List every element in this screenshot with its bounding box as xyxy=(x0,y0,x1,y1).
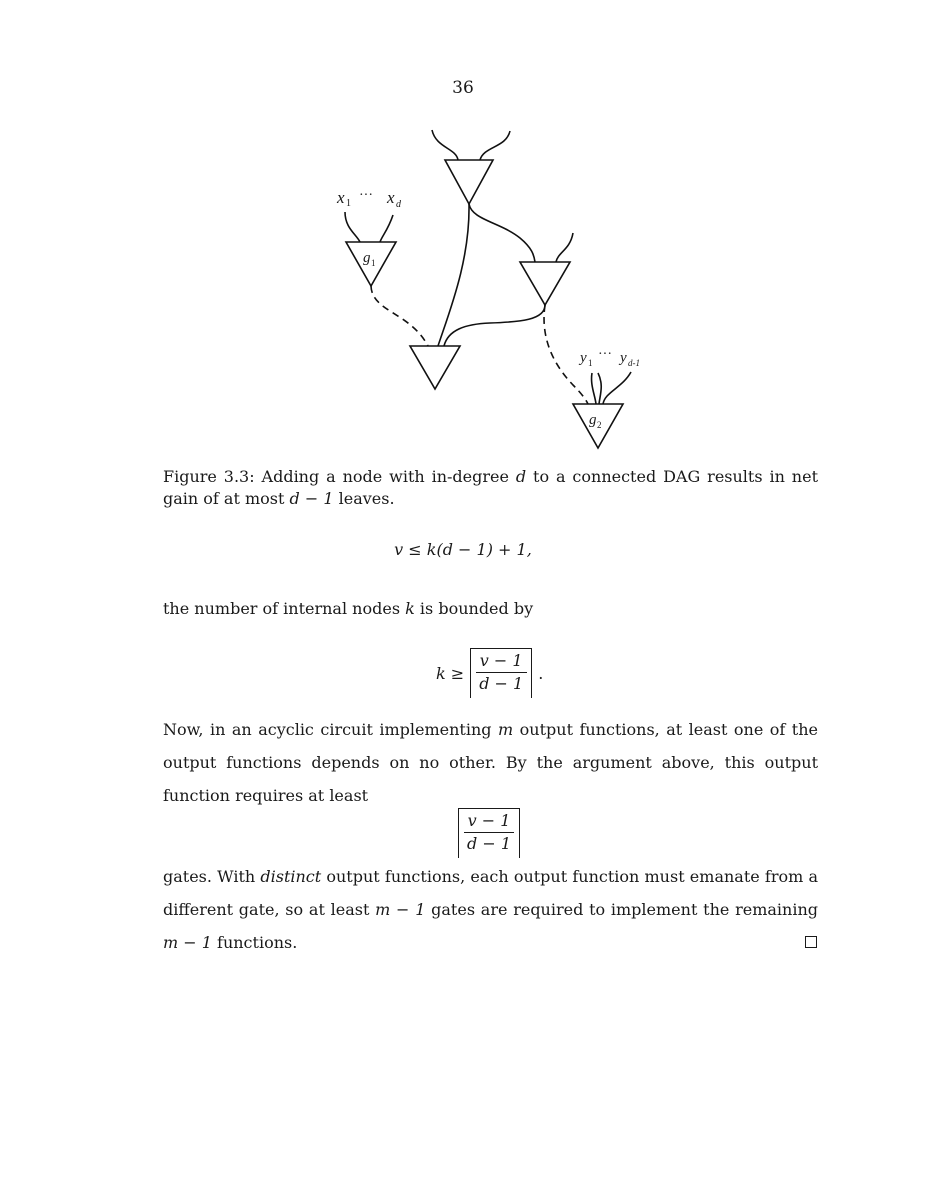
paragraph-2-suffix: output functions, at least one of the output functions depends on no other. By the argument above, this output function requires at least xyxy=(163,720,819,805)
paragraph-3-middle-2: gates are required to implement the remaining xyxy=(425,900,819,919)
mid-gate-input xyxy=(556,233,573,262)
equation-3-denominator: d − 1 xyxy=(467,834,511,853)
x-last-subscript: d xyxy=(396,199,401,210)
equation-2 xyxy=(436,648,543,698)
top-gate-input-right xyxy=(480,131,510,160)
g2-input-2 xyxy=(603,372,631,404)
x-last-label: x xyxy=(387,188,395,207)
paragraph-2-var-m: m xyxy=(498,720,514,739)
edge-top-to-bottom xyxy=(438,204,469,346)
equation-2-lhs: k ≥ xyxy=(436,663,465,683)
paragraph-3-emphasis: distinct xyxy=(260,867,322,886)
paragraph-3-expr-2: m − 1 xyxy=(163,933,212,952)
equation-3-fraction xyxy=(463,811,515,854)
equation-2-numerator: v − 1 xyxy=(476,651,527,673)
caption-expr: d − 1 xyxy=(289,489,334,508)
x-dots: ··· xyxy=(359,188,373,203)
edge-top-to-mid xyxy=(469,204,535,262)
g2-input-3 xyxy=(598,373,601,404)
equation-2-ceiling xyxy=(470,648,532,698)
paragraph-2-prefix: Now, in an acyclic circuit implementing xyxy=(163,720,499,739)
caption-var-d: d xyxy=(515,467,527,486)
equation-3 xyxy=(458,808,520,858)
paragraph-2 xyxy=(163,713,818,812)
paragraph-3 xyxy=(163,860,818,959)
equation-2-period: . xyxy=(538,663,544,683)
dag-figure xyxy=(0,0,926,460)
paragraph-1-suffix: is bounded by xyxy=(414,599,534,618)
caption-middle: to a connected DAG results in net gain of at most xyxy=(163,467,819,508)
bottom-gate-triangle xyxy=(410,346,460,389)
equation-2-fraction xyxy=(475,651,527,694)
qed-square-icon xyxy=(805,936,817,948)
paragraph-1 xyxy=(163,592,818,625)
x-first-subscript: 1 xyxy=(346,198,351,209)
paragraph-3-prefix: gates. With xyxy=(163,867,261,886)
figure-caption xyxy=(163,466,818,510)
g1-input-right xyxy=(380,215,393,242)
top-gate-input-left xyxy=(432,130,458,160)
paragraph-1-var-k: k xyxy=(405,599,415,618)
g1-input-left xyxy=(345,212,360,242)
y-last-label: y xyxy=(620,350,627,366)
equation-1: v ≤ k(d − 1) + 1, xyxy=(394,540,532,559)
edge-g1-to-bottom xyxy=(371,286,428,346)
g2-input-1 xyxy=(592,373,596,404)
y-first-subscript: 1 xyxy=(588,358,593,368)
equation-3-ceiling xyxy=(458,808,520,858)
caption-prefix: Figure 3.3: Adding a node with in-degree xyxy=(163,467,516,486)
y-first-label: y xyxy=(580,350,587,366)
paragraph-3-middle: output functions, each output function must emanate from a different gate, so at least xyxy=(163,867,819,919)
g1-subscript: 1 xyxy=(371,258,376,268)
y-dots: ··· xyxy=(598,347,612,362)
edge-mid-to-bottom xyxy=(444,305,545,346)
paragraph-3-suffix: functions. xyxy=(211,933,298,952)
page-number: 36 xyxy=(452,78,474,98)
equation-3-numerator: v − 1 xyxy=(464,811,515,833)
equation-2-denominator: d − 1 xyxy=(479,674,524,693)
g2-subscript: 2 xyxy=(597,420,602,430)
y-last-subscript: d-1 xyxy=(628,358,640,368)
x-first-label: x xyxy=(337,188,345,207)
paragraph-1-prefix: the number of internal nodes xyxy=(163,599,406,618)
caption-suffix: leaves. xyxy=(333,489,395,508)
mid-gate-triangle xyxy=(520,262,570,305)
g1-label: g xyxy=(363,250,371,266)
paragraph-3-expr-1: m − 1 xyxy=(375,900,426,919)
g2-label: g xyxy=(589,412,597,428)
top-gate-triangle xyxy=(445,160,493,204)
